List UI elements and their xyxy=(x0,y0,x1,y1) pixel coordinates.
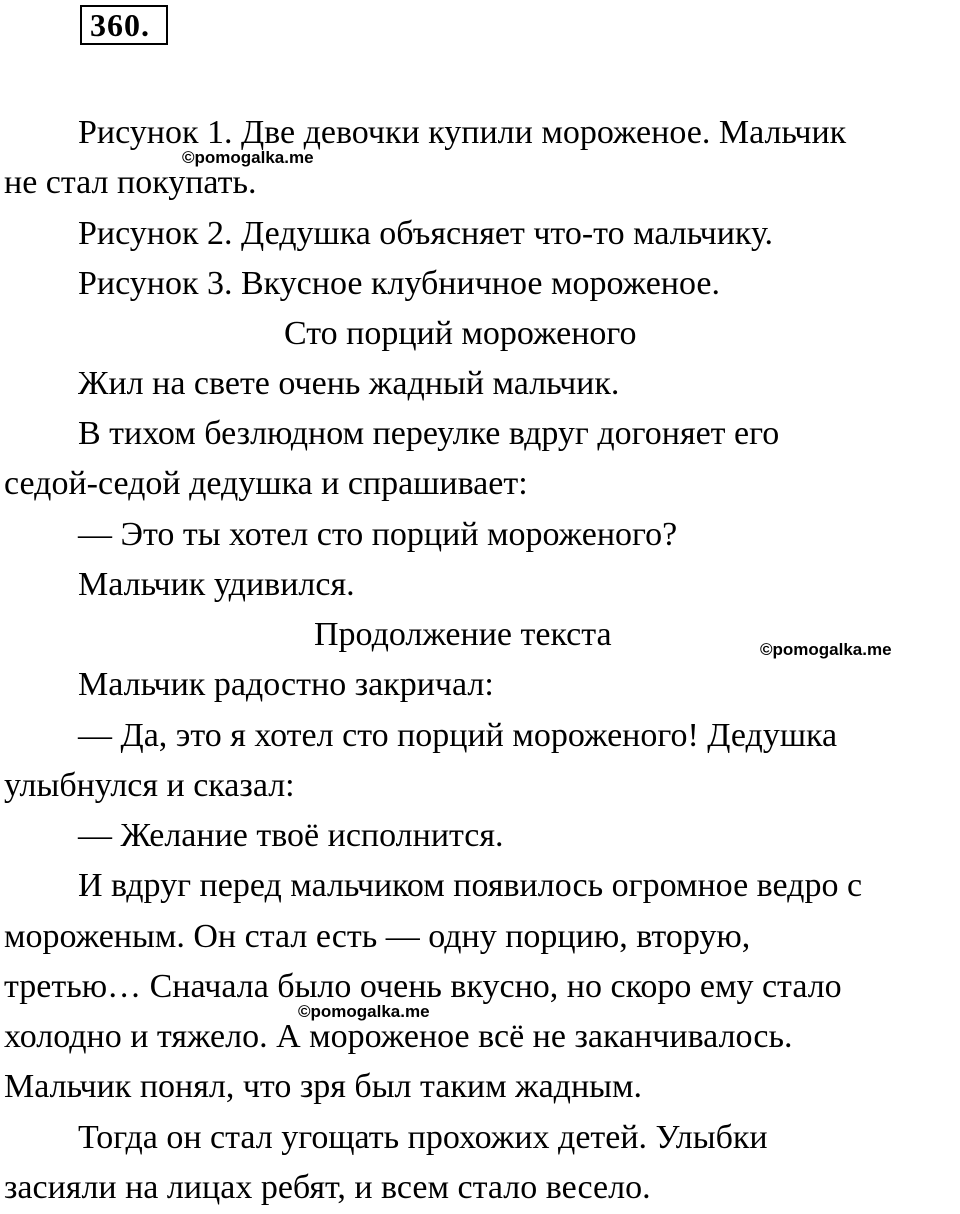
text-line: седой-седой дедушка и спрашивает: xyxy=(4,465,528,502)
text-line: третью… Сначала было очень вкусно, но скоро ему стало xyxy=(4,968,842,1005)
section-heading: Сто порций мороженого xyxy=(284,315,637,352)
watermark: ©pomogalka.me xyxy=(298,1002,430,1021)
text-line: мороженым. Он стал есть — одну порцию, вторую, xyxy=(4,918,751,955)
text-line: И вдруг перед мальчиком появилось огромное ведро с xyxy=(78,867,863,904)
text-line: Тогда он стал угощать прохожих детей. Улыбки xyxy=(78,1119,768,1156)
section-heading: Продолжение текста xyxy=(314,616,612,653)
exercise-number: 360. xyxy=(80,5,168,45)
text-line: Мальчик радостно закричал: xyxy=(78,666,494,703)
text-line: — Да, это я хотел сто порций мороженого! Дедушка xyxy=(78,717,838,754)
text-line: Рисунок 1. Две девочки купили мороженое. Мальчик xyxy=(78,114,847,151)
text-line: В тихом безлюдном переулке вдруг догоняет его xyxy=(78,415,780,452)
text-line: — Это ты хотел сто порций мороженого? xyxy=(78,516,678,553)
text-line: Рисунок 3. Вкусное клубничное мороженое. xyxy=(78,265,720,302)
watermark: ©pomogalka.me xyxy=(182,148,314,167)
text-line: холодно и тяжело. А мороженое всё не заканчивалось. xyxy=(4,1018,793,1055)
watermark: ©pomogalka.me xyxy=(760,640,892,659)
text-line: Мальчик понял, что зря был таким жадным. xyxy=(4,1068,643,1105)
text-line: Рисунок 2. Дедушка объясняет что-то мальчику. xyxy=(78,215,774,252)
text-line: не стал покупать. xyxy=(4,164,257,201)
text-line: улыбнулся и сказал: xyxy=(4,767,295,804)
text-line: — Желание твоё исполнится. xyxy=(78,817,504,854)
text-line: засияли на лицах ребят, и всем стало весело. xyxy=(4,1169,651,1206)
text-line: Жил на свете очень жадный мальчик. xyxy=(78,365,620,402)
text-line: Мальчик удивился. xyxy=(78,566,355,603)
